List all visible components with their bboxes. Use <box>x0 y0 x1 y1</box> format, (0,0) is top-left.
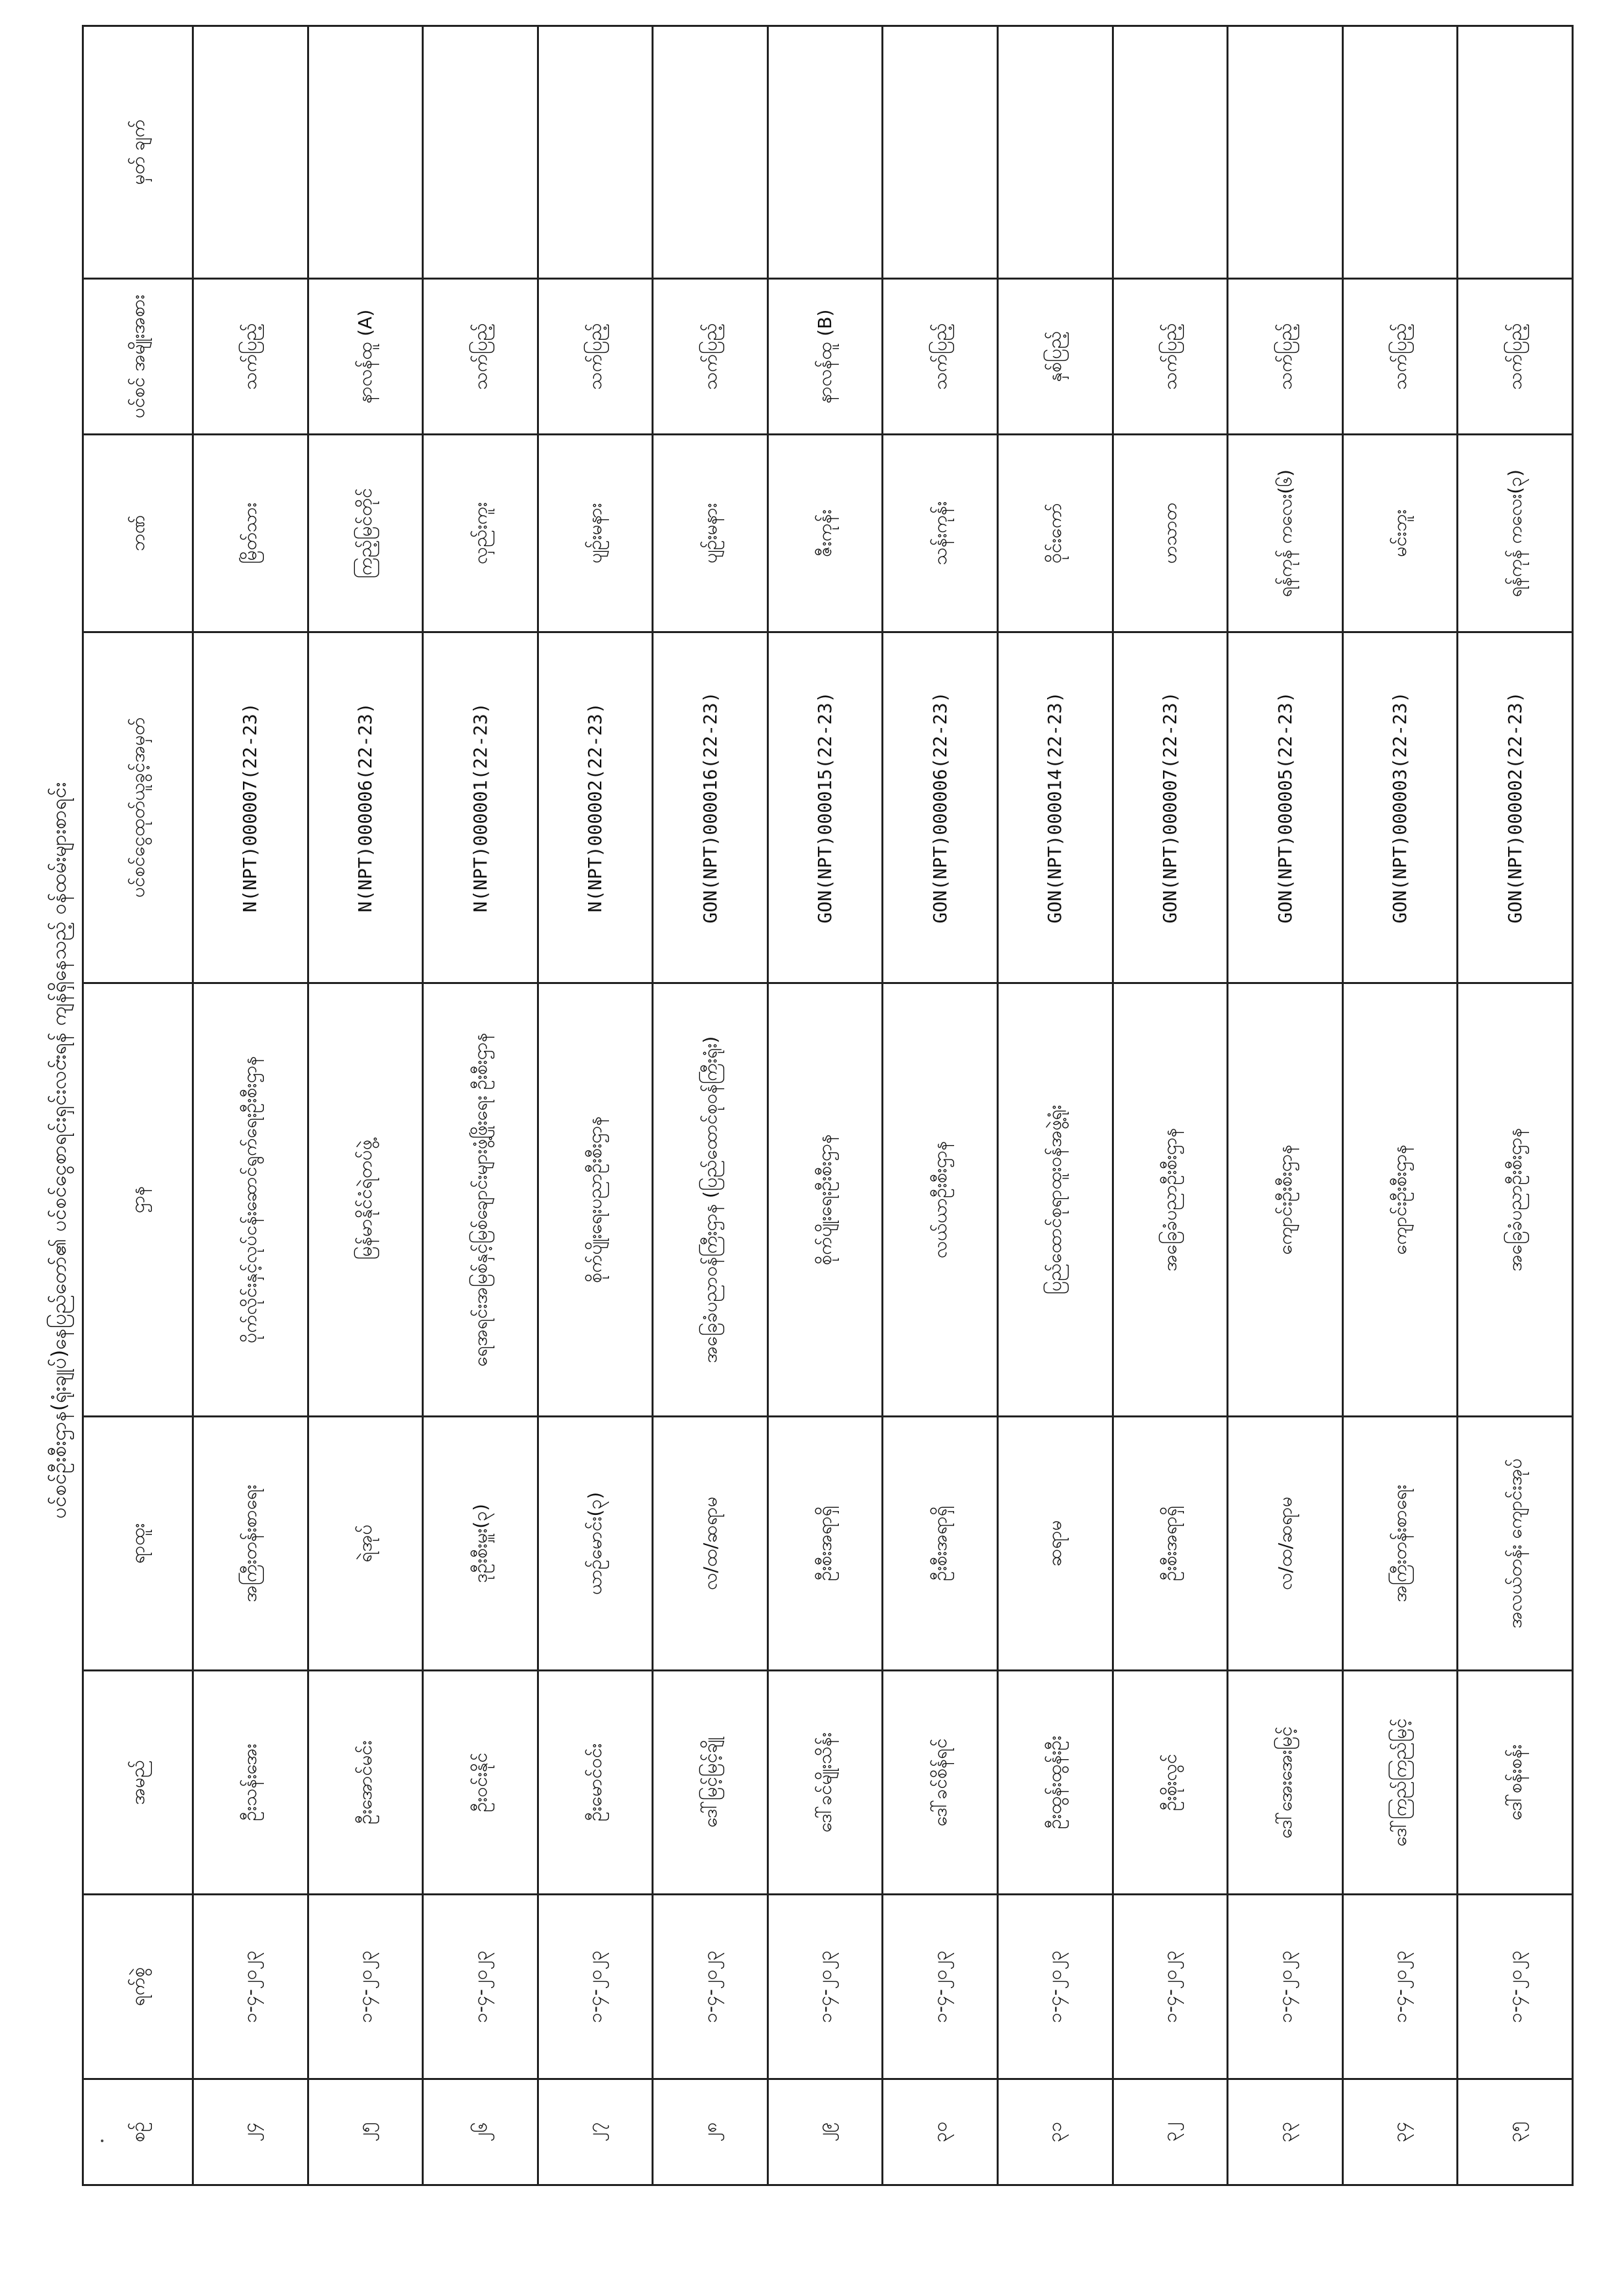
name-cell: ဒေါ်အေးအေးမြင့် <box>1228 1671 1343 1895</box>
bank-cell: မင်းဘူး <box>1342 435 1458 632</box>
bank-cell: မြိတ်သား <box>193 435 308 632</box>
pension-id-cell: GON(NPT)000003(22-23) <box>1342 632 1458 983</box>
table-row <box>193 26 308 2185</box>
position-cell: ဦးစီးအရာရှိ <box>767 1417 883 1671</box>
pension-type-cell: သက်ပြည့် <box>883 279 998 435</box>
row-number: ၃၁ <box>998 2079 1113 2185</box>
pension-type-cell: သက်ပြည့် <box>538 279 653 435</box>
position-cell: လ/ထ/ဆရာမ <box>1228 1417 1343 1671</box>
date-cell: ၁-၄-၂၀၂၃ <box>308 1895 423 2079</box>
table-row <box>653 26 768 2185</box>
name-cell: ဒေါ်မြင့်မြင့်ချို <box>653 1671 768 1895</box>
table-row <box>1342 26 1458 2185</box>
department-cell: အခြေခံပညာဝန်ကြီးဌာန (ပြည်ထောင်စုဝန်ကြီးရုံး) <box>653 983 768 1417</box>
name-cell: ဦးစိုးလွင် <box>1113 1671 1228 1895</box>
position-cell: အလယ်တန်း ကျောင်းအုပ် <box>1458 1417 1573 1671</box>
pension-id-cell: GON(NPT)000014(22-23) <box>998 632 1113 983</box>
name-cell: ဦးဝင်းနိုင် <box>423 1671 538 1895</box>
page-title: ပင်စင်ဦးစီးဌာန(ရုံးချုပ်)နေပြည်တော်၏ ပင်စင်ငွေစာရင်းရှင်းလင်းရန် ကျန်ရှိနေသည့် ဝန်ထမ်းများစာရင်း <box>48 782 71 1519</box>
remark-cell <box>653 26 768 279</box>
remark-cell <box>1228 26 1343 279</box>
pension-type-cell: သက်ပြည့် <box>1113 279 1228 435</box>
department-cell: ပြည်ထောင်စုရာထူးဝန်အဖွဲ့ရုံး <box>998 983 1113 1417</box>
date-cell: ၁-၄-၂၀၂၃ <box>883 1895 998 2079</box>
row-number: ၃၅ <box>1458 2079 1573 2185</box>
row-number: ၂၆ <box>423 2079 538 2185</box>
name-cell: ဒေါ်စန်းစန်း <box>1458 1671 1573 1895</box>
row-number: ၂၈ <box>653 2079 768 2185</box>
date-cell: ၁-၄-၂၀၂၃ <box>193 1895 308 2079</box>
table-row <box>767 26 883 2185</box>
remark-cell <box>538 26 653 279</box>
table-row <box>538 26 653 2185</box>
position-cell: ဦးစီးအရာရှိ <box>1113 1417 1228 1671</box>
remark-cell <box>1458 26 1573 279</box>
row-number: ၃၄ <box>1342 2079 1458 2185</box>
date-cell: ၁-၄-၂၀၂၃ <box>1113 1895 1228 2079</box>
name-cell: ဦးအောင်မင်း <box>308 1671 423 1895</box>
position-cell: ဒုဦးစီးမှူး(၃) <box>423 1417 538 1671</box>
name-cell: ဦးသန်းအေး <box>193 1671 308 1895</box>
bank-cell: ဟသာတ <box>1113 435 1228 632</box>
position-cell: ဆရာမ <box>998 1417 1113 1671</box>
pension-id-cell: GON(NPT)000006(22-23) <box>883 632 998 983</box>
pension-type-cell: နာလန်ထူ (A) <box>308 279 423 435</box>
pension-type-cell: နှစ်ပြည့် <box>998 279 1113 435</box>
header-cell: ဘဏ် <box>83 435 193 632</box>
bank-cell: ဝိုင်းကော် <box>998 435 1113 632</box>
row-number: ၃၂ <box>1113 2079 1228 2185</box>
pension-type-cell: သက်ပြည့် <box>653 279 768 435</box>
remark-cell <box>193 26 308 279</box>
remark-cell <box>308 26 423 279</box>
date-cell: ၁-၄-၂၀၂၃ <box>767 1895 883 2079</box>
bank-cell: ပျဉ်းမနား <box>538 435 653 632</box>
department-cell: အခြေခံပညာဦးစီးဌာန <box>1113 983 1228 1417</box>
department-cell: မြန်မာနိုင်ငံရဲတပ်ဖွဲ့ <box>308 983 423 1417</box>
pension-id-cell: N(NPT)000002(22-23) <box>538 632 653 983</box>
header-cell: ဌာန <box>83 983 193 1417</box>
bank-cell: ရန်ကုန် ကလေး(၃) <box>1458 435 1573 632</box>
table-row <box>1113 26 1228 2185</box>
pension-table <box>82 25 1574 2186</box>
pension-id-cell: GON(NPT)000002(22-23) <box>1458 632 1573 983</box>
remark-cell <box>423 26 538 279</box>
date-cell: ၁-၄-၂၀၂၃ <box>1342 1895 1458 2079</box>
table-row <box>423 26 538 2185</box>
name-cell: ဦးမောင်ဝင်း <box>538 1671 653 1895</box>
pension-type-cell: သက်ပြည့် <box>1342 279 1458 435</box>
row-number: ၂၄ <box>193 2079 308 2185</box>
table-body <box>193 26 1573 2185</box>
pension-id-cell: GON(NPT)000005(22-23) <box>1228 632 1343 983</box>
pension-id-cell: N(NPT)000007(22-23) <box>193 632 308 983</box>
name-cell: ဒေါ်ခင်မျိုးသိန်း <box>767 1671 883 1895</box>
date-cell: ၁-၄-၂၀၂၃ <box>1228 1895 1343 2079</box>
department-cell: ပိုက်လိုင်းနှင့်လုပ်ငန်းဆောင်ရွက်ရေးဦးစီးဌာန <box>193 983 308 1417</box>
name-cell: ဒေါ်ကြည်ကြည်မြင့် <box>1342 1671 1458 1895</box>
department-cell: လယ်ယာဦးစီးဌာန <box>883 983 998 1417</box>
table-row <box>1458 26 1573 2185</box>
bank-cell: ပျဉ်းမနား <box>653 435 768 632</box>
pension-type-cell: သက်ပြည့် <box>193 279 308 435</box>
date-cell: ၁-၄-၂၀၂၃ <box>538 1895 653 2079</box>
position-cell: အကြီးတန်းစာရေး <box>193 1417 308 1671</box>
bank-cell: သန်းကုန်း <box>883 435 998 632</box>
remark-cell <box>1113 26 1228 279</box>
date-cell: ၁-၄-၂၀၂၃ <box>653 1895 768 2079</box>
header-cell: မှတ် ချက် <box>83 26 193 279</box>
remark-cell <box>1342 26 1458 279</box>
bank-cell: ဇီးကုန်း <box>767 435 883 632</box>
row-number: ၂၅ <box>308 2079 423 2185</box>
department-cell: စိုက်ပျိုးရေးပညာဦးစီးဌာန <box>538 983 653 1417</box>
pension-type-cell: သက်ပြည့် <box>1228 279 1343 435</box>
header-cell: ရာထူး <box>83 1417 193 1671</box>
bank-cell: လှည်းကူး <box>423 435 538 632</box>
name-cell: ဒေါ်ခင်စိန်ရင် <box>883 1671 998 1895</box>
header-cell: ပင်စင် အမျိုးအစား <box>83 279 193 435</box>
remark-cell <box>767 26 883 279</box>
pension-id-cell: GON(NPT)000015(22-23) <box>767 632 883 983</box>
position-cell: လ/ထ/ဆရာမ <box>653 1417 768 1671</box>
remark-cell <box>883 26 998 279</box>
position-cell: ယာဉ်မောင်း(၃) <box>538 1417 653 1671</box>
date-cell: ၁-၄-၂၀၂၃ <box>423 1895 538 2079</box>
position-cell: ဦးစီးအရာရှိ <box>883 1417 998 1671</box>
table-row <box>1228 26 1343 2185</box>
pension-type-cell: သက်ပြည့် <box>423 279 538 435</box>
header-cell: အမည် <box>83 1671 193 1895</box>
header-cell: ပင်စင်ငွေထုတ်ယူခွင့်အမှတ် <box>83 632 193 983</box>
department-cell: ကျောင်းဦးစီးဌာန <box>1342 983 1458 1417</box>
pension-type-cell: နာလန်ထူ (B) <box>767 279 883 435</box>
department-cell: ရေအရင်းအမြစ်နှင့်မြစ်ချောင်းများဖွံ့ဖြိုးရေး ဦးစီးဌာန <box>423 983 538 1417</box>
table-row <box>308 26 423 2185</box>
row-number: ၂၇ <box>538 2079 653 2185</box>
row-number: ၃၃ <box>1228 2079 1343 2185</box>
name-cell: ဦးထွန်းထွန်းဦး <box>998 1671 1113 1895</box>
position-cell: ရဲအုပ် <box>308 1417 423 1671</box>
department-cell: အခြေခံပညာဦးစီးဌာန <box>1458 983 1573 1417</box>
pension-type-cell: သက်ပြည့် <box>1458 279 1573 435</box>
pension-id-cell: GON(NPT)000016(22-23) <box>653 632 768 983</box>
pension-id-cell: N(NPT)000006(22-23) <box>308 632 423 983</box>
header-cell: စဉ် <box>83 2079 193 2185</box>
bank-cell: ကြည့်မြင်တိုင် <box>308 435 423 632</box>
bank-cell: ရန်ကုန် ကလေး(၆) <box>1228 435 1343 632</box>
department-cell: စိုက်ပျိုးရေးဦးစီးဌာန <box>767 983 883 1417</box>
remark-cell <box>998 26 1113 279</box>
date-cell: ၁-၄-၂၀၂၃ <box>998 1895 1113 2079</box>
header-cell: ရက်စွဲ <box>83 1895 193 2079</box>
pension-id-cell: GON(NPT)000007(22-23) <box>1113 632 1228 983</box>
pension-id-cell: N(NPT)000001(22-23) <box>423 632 538 983</box>
table-header-row <box>83 26 193 2185</box>
table-row <box>883 26 998 2185</box>
row-number: ၂၉ <box>767 2079 883 2185</box>
table-row <box>998 26 1113 2185</box>
department-cell: ကျောင်းဦးစီးဌာန <box>1228 983 1343 1417</box>
row-number: ၃၀ <box>883 2079 998 2185</box>
position-cell: အကြီးတန်းစာရေး <box>1342 1417 1458 1671</box>
date-cell: ၁-၄-၂၀၂၃ <box>1458 1895 1573 2079</box>
